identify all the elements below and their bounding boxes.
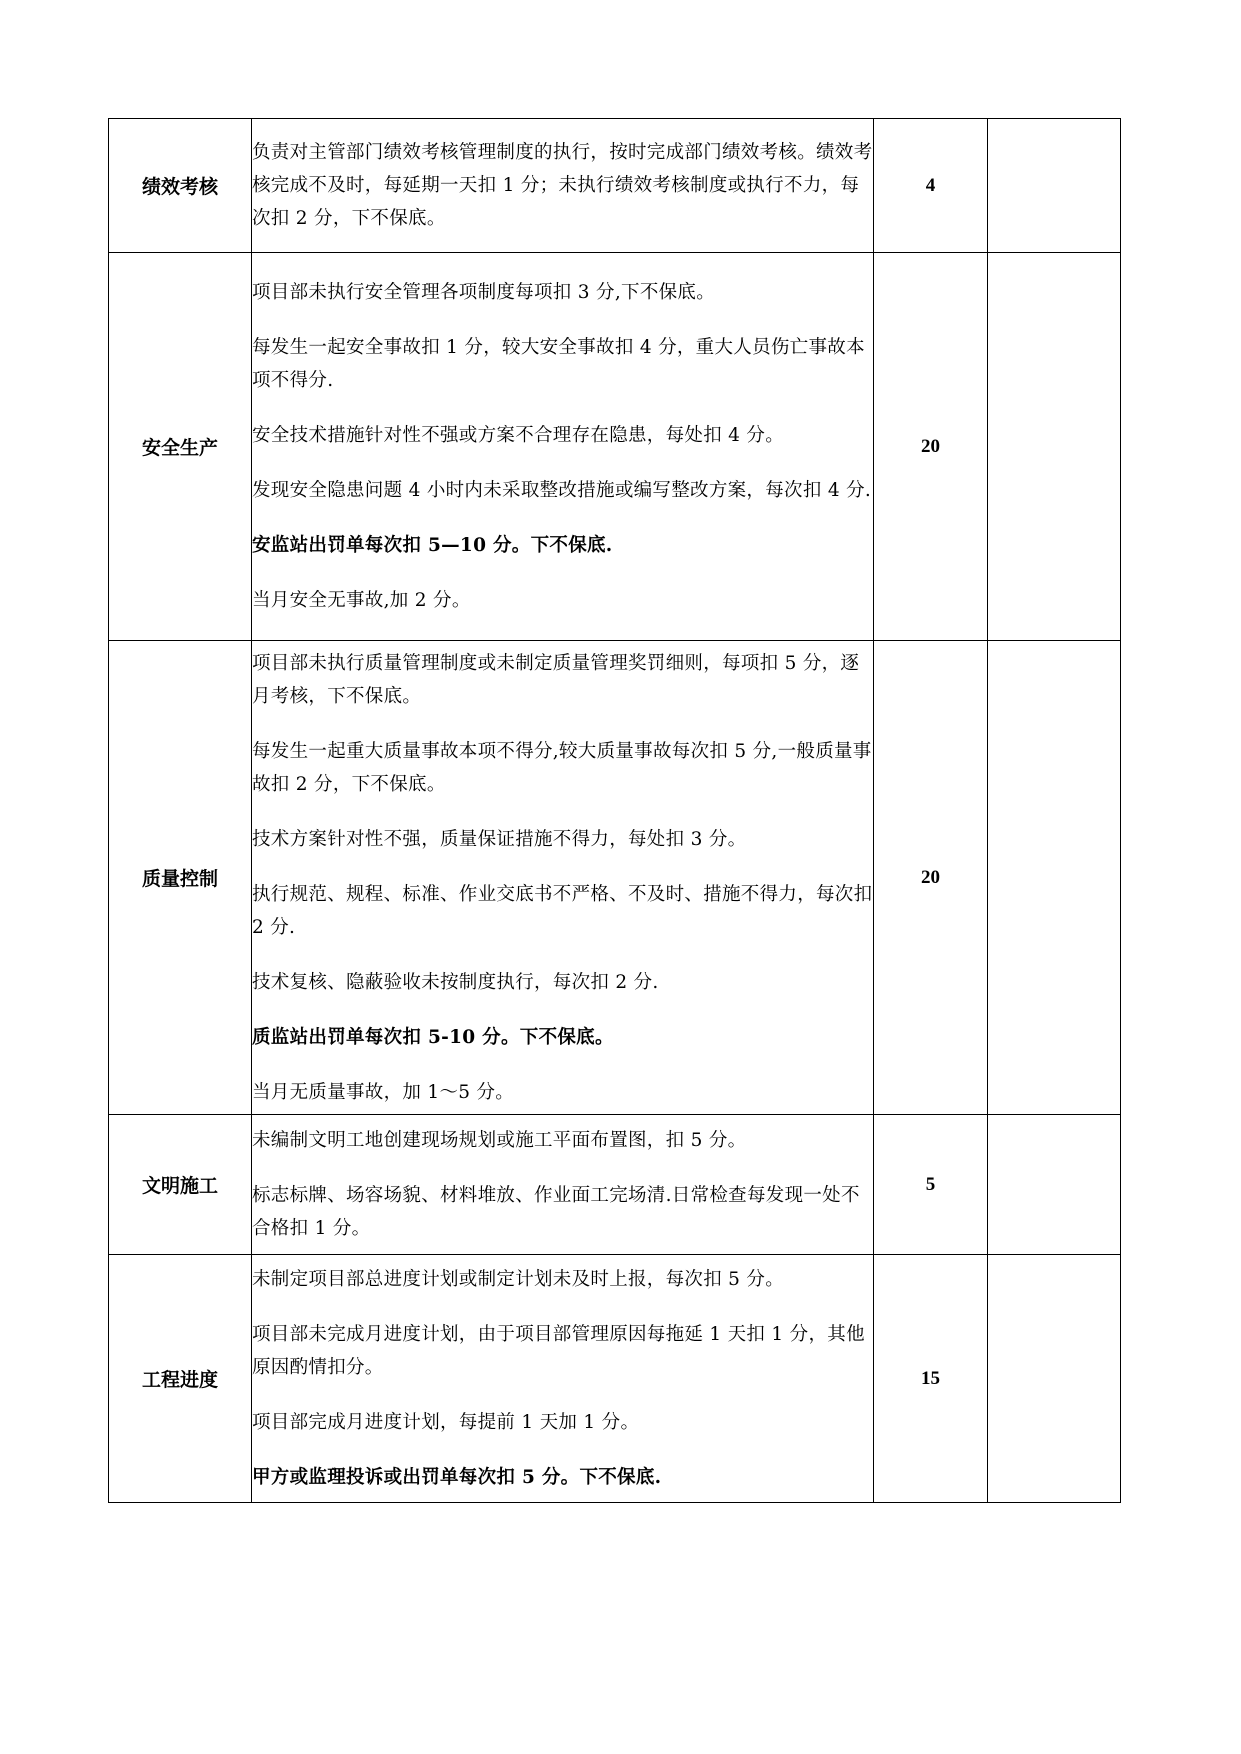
table-row [109,1255,1121,1503]
category-cell: 绩效考核 [109,119,252,253]
criteria-item: 安全技术措施针对性不强或方案不合理存在隐患，每处扣 4 分。 [252,425,785,446]
criteria-item: 当月安全无事故,加 2 分。 [252,590,471,611]
empty-score-cell [988,253,1121,641]
category-cell: 安全生产 [109,253,252,641]
score-cell: 4 [874,119,988,253]
criteria-item: 项目部未执行质量管理制度或未制定质量管理奖罚细则，每项扣 5 分，逐月考核，下不保底。 [252,652,860,707]
table-row [109,253,1121,641]
score-cell: 20 [874,641,988,1115]
criteria-item: 标志标牌、场容场貌、材料堆放、作业面工完场清.日常检查每发现一处不合格扣 1 分。 [252,1185,860,1239]
criteria-item: 项目部完成月进度计划，每提前 1 天加 1 分。 [252,1412,640,1433]
criteria-item: 质监站出罚单每次扣 5-10 分。下不保底。 [252,1026,614,1048]
empty-score-cell [988,1115,1121,1255]
table-row [109,119,1121,253]
criteria-item: 每发生一起重大质量事故本项不得分,较大质量事故每次扣 5 分,一般质量事故扣 2 分，下不保底。 [252,740,872,795]
criteria-item: 执行规范、规程、标准、作业交底书不严格、不及时、措施不得力，每次扣 2 分. [252,883,873,938]
criteria-item: 每发生一起安全事故扣 1 分，较大安全事故扣 4 分，重大人员伤亡事故本项不得分. [252,337,865,391]
assessment-table-body [109,119,1121,1503]
criteria-cell [252,1255,874,1503]
empty-score-cell [988,119,1121,253]
criteria-cell [252,1115,874,1255]
category-cell: 工程进度 [109,1255,252,1503]
score-cell: 5 [874,1115,988,1255]
criteria-item: 项目部未完成月进度计划，由于项目部管理原因每拖延 1 天扣 1 分，其他原因酌情扣分。 [252,1324,865,1378]
assessment-table [108,118,1121,1503]
criteria-cell [252,119,874,253]
criteria-cell [252,253,874,641]
category-cell: 文明施工 [109,1115,252,1255]
empty-score-cell [988,641,1121,1115]
table-row [109,1115,1121,1255]
score-cell: 15 [874,1255,988,1503]
criteria-item: 当月无质量事故，加 1～5 分。 [252,1081,515,1103]
criteria-item: 未编制文明工地创建现场规划或施工平面布置图，扣 5 分。 [252,1130,747,1151]
criteria-item: 安监站出罚单每次扣 5—10 分。下不保底. [252,535,613,556]
criteria-item: 技术复核、隐蔽验收未按制度执行，每次扣 2 分. [252,971,659,993]
table-row [109,641,1121,1115]
score-cell: 20 [874,253,988,641]
empty-score-cell [988,1255,1121,1503]
criteria-item: 项目部未执行安全管理各项制度每项扣 3 分,下不保底。 [252,282,716,303]
criteria-item: 技术方案针对性不强，质量保证措施不得力，每处扣 3 分。 [252,828,747,850]
criteria-item: 发现安全隐患问题 4 小时内未采取整改措施或编写整改方案，每次扣 4 分. [252,480,872,501]
criteria-cell [252,641,874,1115]
criteria-item: 甲方或监理投诉或出罚单每次扣 5 分。下不保底. [252,1467,662,1488]
criteria-item: 未制定项目部总进度计划或制定计划未及时上报，每次扣 5 分。 [252,1269,785,1290]
category-cell: 质量控制 [109,641,252,1115]
criteria-item: 负责对主管部门绩效考核管理制度的执行，按时完成部门绩效考核。绩效考核完成不及时，每延期一天扣 1 分；未执行绩效考核制度或执行不力，每次扣 2 分，下不保底。 [252,142,873,229]
